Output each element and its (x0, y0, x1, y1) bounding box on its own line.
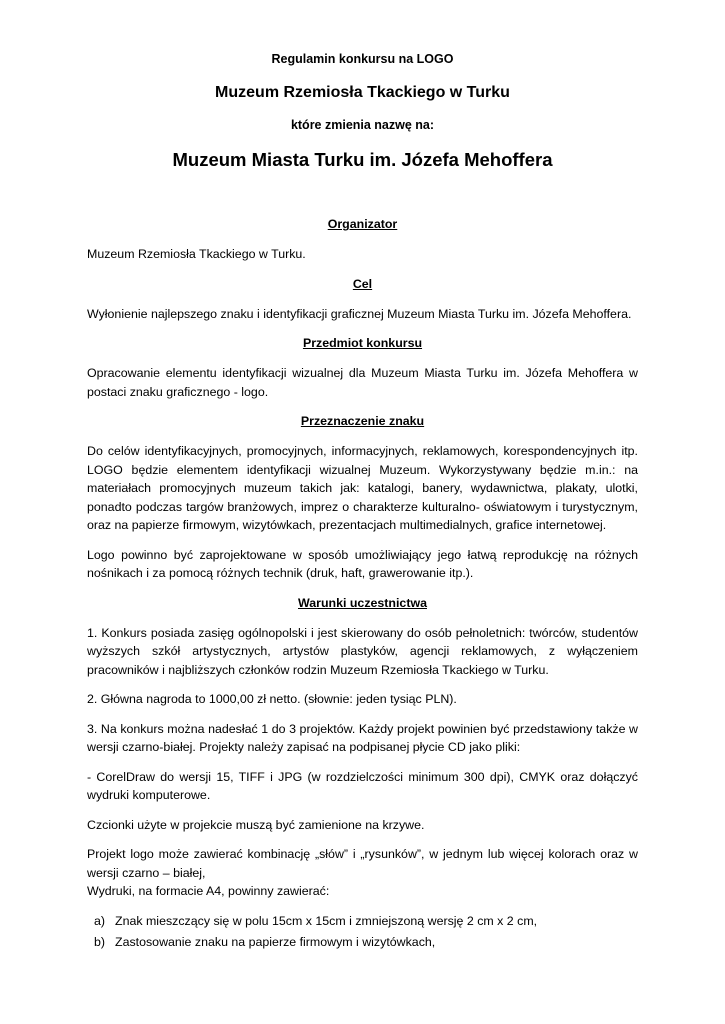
przeznaczenie-p1: Do celów identyfikacyjnych, promocyjnych, informacyjnych, reklamowych, korespondencyjnych itp. LOGO będzie elementem identyfikacji wizualnej Muzeum. Wykorzystywany będzie m.in.: na materiałach promocyjnych muzeum takich jak: katalogi, banery, wydawnictwa, plakaty, ulotki, ponadto podczas targów branżowych, imprez o charakterze kulturalno- oświatowym i turystycznym, oraz na papierze firmowym, wizytówkach, prezentacjach multimedialnych, grafice internetowej. (87, 444, 638, 532)
warunki-p6b: Wydruki, na formacie A4, powinny zawierać: (87, 884, 330, 898)
przedmiot-text: Opracowanie elementu identyfikacji wizualnej dla Muzeum Miasta Turku im. Józefa Mehoffera w postaci znaku graficznego - logo. (87, 366, 638, 399)
rename-note: które zmienia nazwę na: (290, 118, 435, 132)
list-item (94, 932, 638, 953)
heading-warunki: Warunki uczestnictwa (298, 595, 427, 610)
list-item-text: Zastosowanie znaku na papierze firmowym i wizytówkach, (115, 934, 436, 949)
list-item-text: Znak mieszczący się w polu 15cm x 15cm i zmniejszoną wersję 2 cm x 2 cm, (115, 913, 538, 928)
organizator-text: Muzeum Rzemiosła Tkackiego w Turku. (87, 247, 306, 261)
heading-przedmiot: Przedmiot konkursu (302, 336, 423, 350)
cel-text: Wyłonienie najlepszego znaku i identyfikacji graficznej Muzeum Miasta Turku im. Józefa Mehoffera. (87, 306, 632, 321)
list-marker: a) (94, 913, 106, 928)
przeznaczenie-p2: Logo powinno być zaprojektowane w sposób umożliwiający jego łatwą reprodukcję na różnych nośnikach i za pomocą różnych technik (druk, haft, grawerowanie itp.). (87, 547, 638, 580)
list-marker: b) (94, 934, 106, 949)
warunki-p6 (87, 845, 638, 901)
warunki-p2: 2. Główna nagroda to 1000,00 zł netto. (słownie: jeden tysiąc PLN). (87, 692, 457, 706)
list-item (94, 911, 638, 932)
museum-name: Muzeum Rzemiosła Tkackiego w Turku (215, 84, 510, 101)
heading-przeznaczenie: Przeznaczenie znaku (300, 414, 425, 428)
warunki-p1: 1. Konkurs posiada zasięg ogólnopolski i jest skierowany do osób pełnoletnich: twórców, studentów wyższych szkół artystycznych, artystów plastyków, agencji reklamowych, z wyłączeniem pracowników i najbliższych członków rodzin Muzeum Rzemiosła Tkackiego w Turku. (87, 625, 638, 677)
doc-title: Regulamin konkursu na LOGO (271, 52, 454, 66)
heading-cel: Cel (352, 276, 373, 291)
warunki-p4: - CorelDraw do wersji 15, TIFF i JPG (w rozdzielczości minimum 300 dpi), CMYK oraz dołączyć wydruki komputerowe. (87, 769, 638, 802)
warunki-p6a: Projekt logo może zawierać kombinację „słów” i „rysunków”, w jednym lub więcej kolorach oraz w wersji czarno – białej, (87, 847, 638, 880)
requirements-list (87, 911, 638, 953)
warunki-p3: 3. Na konkurs można nadesłać 1 do 3 projektów. Każdy projekt powinien być przedstawiony także w wersji czarno-białej. Projekty należy zapisać na podpisanej płycie CD jako pliki: (87, 721, 638, 754)
heading-organizator: Organizator (327, 217, 398, 231)
warunki-p5: Czcionki użyte w projekcie muszą być zamienione na krzywe. (87, 817, 425, 832)
new-museum-name: Muzeum Miasta Turku im. Józefa Mehoffera (172, 149, 553, 170)
